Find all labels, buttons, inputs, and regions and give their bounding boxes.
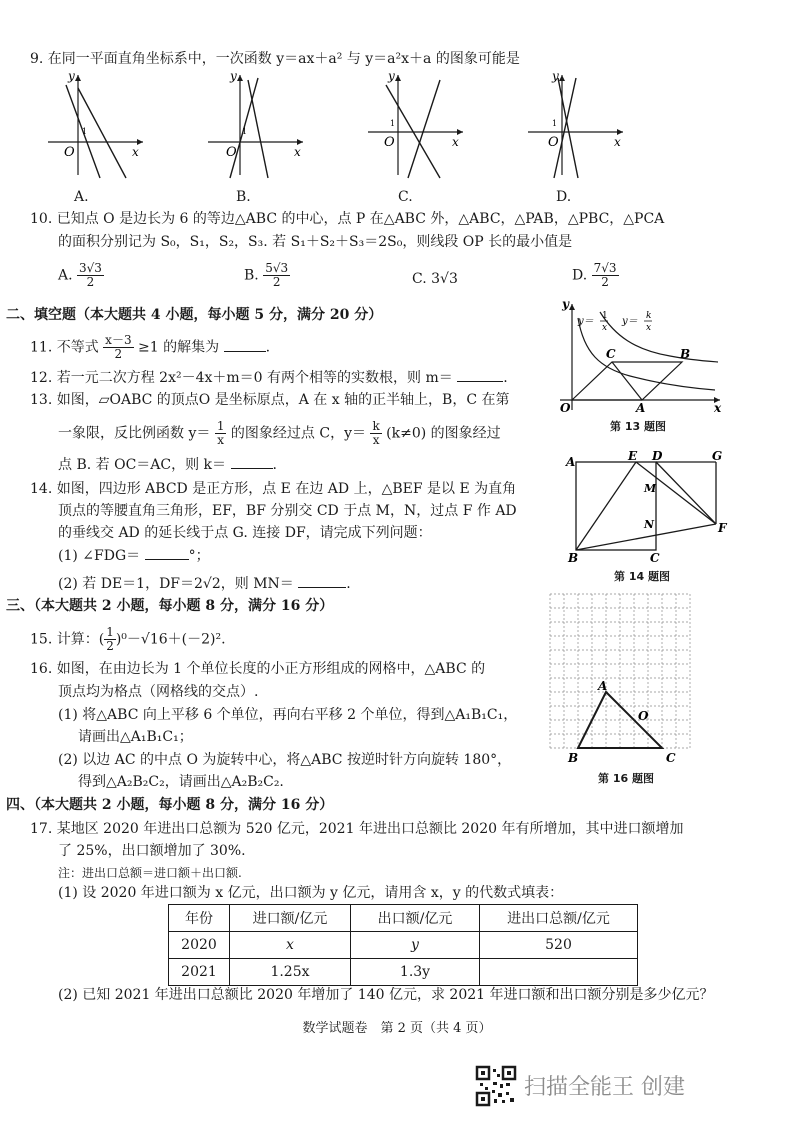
- q11-suffix: ≥1 的解集为: [138, 339, 220, 356]
- fig13-eq2-lhs: y＝: [622, 316, 638, 327]
- fig14-f: F: [718, 521, 727, 535]
- q13-l3end: .: [272, 457, 277, 473]
- q15-den: 2: [106, 639, 114, 653]
- q14-part1: [58, 547, 210, 565]
- q12-answer-blank[interactable]: [457, 381, 503, 382]
- fig16-a: A: [598, 679, 608, 693]
- q11-num: x－3: [105, 333, 132, 347]
- q16-line2: 顶点均为格点（网格线的交点）.: [58, 684, 259, 700]
- q11-prefix: 11. 不等式: [30, 339, 99, 356]
- q9-graph-a: [48, 70, 158, 180]
- q10-option-d: [572, 262, 619, 289]
- q10-a-num: 3√3: [79, 261, 102, 275]
- q14-p1a: (1) ∠FDG＝: [58, 548, 141, 564]
- q14-p1b: °；: [188, 548, 210, 564]
- fig14-n: N: [644, 518, 655, 531]
- fig14-caption: 第 14 题图: [614, 570, 670, 583]
- q10-a-frac: [77, 262, 104, 289]
- q13-line2: [58, 420, 501, 447]
- q13-f1-num: 1: [216, 419, 225, 433]
- q17-line2: 了 25%，出口额增加了 30%.: [58, 843, 246, 859]
- q10-a-den: 2: [86, 275, 95, 289]
- q9-b-tick: 1: [242, 127, 248, 136]
- fig13-b-label: B: [680, 347, 691, 361]
- q13-f2-num: k: [372, 419, 380, 433]
- q10-c-label: C.: [412, 271, 427, 287]
- q16-line4: 请画出△A₁B₁C₁；: [78, 729, 193, 745]
- section2-heading: 二、填空题（本大题共 4 小题，每小题 5 分，满分 20 分）: [6, 307, 383, 323]
- q10-option-c: [412, 270, 458, 288]
- q11-frac: [103, 334, 133, 361]
- fig14-e: E: [628, 449, 638, 463]
- q10-line1: 10. 已知点 O 是边长为 6 的等边△ABC 的中心，点 P 在△ABC 外，△ABC，△PAB，△PBC，△PCA: [30, 211, 665, 227]
- fig13-eq1-num: 1: [602, 311, 608, 321]
- q14-part1-blank[interactable]: [145, 559, 189, 560]
- q10-b-num: 5√3: [265, 261, 289, 275]
- q17-part2: (2) 已知 2021 年进出口总额比 2020 年增加了 140 亿元，求 2021 年进口额和出口额分别是多少亿元？: [58, 987, 714, 1003]
- q9-b-origin: O: [226, 145, 237, 160]
- q9-c-y-label: y: [388, 69, 395, 83]
- q9-d-y-label: y: [552, 69, 559, 83]
- table-cell: 2021: [169, 959, 230, 986]
- q11: [30, 334, 270, 361]
- table-cell[interactable]: y: [351, 932, 480, 959]
- q10-c-text: 3√3: [431, 271, 458, 287]
- q10-option-b: [244, 262, 290, 289]
- q13-frac1: [215, 420, 227, 447]
- q13-answer-blank[interactable]: [231, 468, 273, 469]
- table-header-cell: 出口额/亿元: [351, 905, 480, 932]
- table-cell[interactable]: 1.25x: [230, 959, 351, 986]
- q10-option-a: [58, 262, 104, 289]
- q14-part2: [58, 575, 351, 593]
- q9-stem: 9. 在同一平面直角坐标系中，一次函数 y＝ax＋a² 与 y＝a²x＋a 的图象可能是: [30, 51, 520, 67]
- fig14-a: A: [566, 455, 576, 469]
- table-cell-empty[interactable]: [480, 959, 638, 986]
- q11-den: 2: [114, 347, 123, 361]
- q11-end: .: [265, 339, 271, 356]
- fig14-b: B: [568, 551, 579, 565]
- q10-a-label: A.: [58, 267, 73, 284]
- q14-p2end: .: [346, 576, 351, 592]
- q16-line6: 得到△A₂B₂C₂，请画出△A₂B₂C₂.: [78, 774, 284, 790]
- q9-a-x-label: x: [132, 145, 139, 159]
- q13-l3a: 点 B. 若 OC＝AC，则 k＝: [58, 457, 227, 473]
- q9-d-origin: O: [548, 135, 559, 150]
- q13-l2a: 一象限，反比例函数 y＝: [58, 425, 211, 442]
- q13-line3: [58, 456, 277, 474]
- q9-d-tick: 1: [552, 119, 558, 128]
- fig16-caption: 第 16 题图: [598, 772, 654, 785]
- q9-b-x-label: x: [294, 145, 301, 159]
- q10-b-frac: [263, 262, 290, 289]
- table-cell[interactable]: 1.3y: [351, 959, 480, 986]
- q9-a-y-label: y: [68, 69, 75, 83]
- q9-a-origin: O: [64, 145, 75, 160]
- q15-frac: [104, 626, 116, 653]
- q14-line2: 顶点的等腰直角三角形，EF，BF 分别交 CD 于点 M，N，过点 F 作 AD: [58, 503, 517, 519]
- fig14-m: M: [644, 482, 657, 495]
- q10-d-den: 2: [601, 275, 609, 289]
- q15-num: 1: [106, 625, 114, 639]
- fig14-d: D: [652, 449, 663, 463]
- figure-13: [560, 298, 730, 413]
- q13-frac2: [370, 420, 381, 447]
- q9-graph-b: [208, 70, 318, 180]
- fig13-caption: 第 13 题图: [610, 420, 666, 433]
- section4-heading: 四、（本大题共 2 小题，每小题 8 分，满分 16 分）: [6, 797, 334, 813]
- q14-line1: 14. 如图，四边形 ABCD 是正方形，点 E 在边 AD 上，△BEF 是以 E 为直角: [30, 481, 517, 497]
- q15-suffix: )⁰－√16＋(－2)².: [115, 631, 226, 648]
- q14-part2-blank[interactable]: [298, 587, 346, 588]
- figure-14: [566, 449, 727, 565]
- table-cell: 2020: [169, 932, 230, 959]
- q9-option-b: B.: [236, 189, 251, 205]
- q13-l2b: 的图象经过点 C，y＝: [230, 425, 366, 442]
- fig13-a-label: A: [636, 401, 646, 415]
- page-footer: 数学试题卷 第 2 页（共 4 页）: [302, 1021, 492, 1036]
- q17-line1: 17. 某地区 2020 年进出口总额为 520 亿元，2021 年进出口总额比 2020 年有所增加，其中进口额增加: [30, 821, 684, 837]
- fig14-c: C: [650, 551, 660, 565]
- q13-line1: 13. 如图，▱OABC 的顶点O 是坐标原点，A 在 x 轴的正半轴上，B，C 在第: [30, 392, 510, 408]
- q9-option-c: C.: [398, 189, 413, 205]
- fig16-c: C: [666, 751, 676, 765]
- q16-line1: 16. 如图，在由边长为 1 个单位长度的小正方形组成的网格中，△ABC 的: [30, 661, 486, 677]
- q9-option-a: A.: [74, 189, 89, 205]
- q13-l2c: (k≠0) 的图象经过: [386, 425, 501, 442]
- q12-end: .: [503, 370, 508, 386]
- fig13-eq2-num: k: [646, 311, 652, 321]
- table-header-cell: 进口额/亿元: [230, 905, 351, 932]
- q9-c-x-label: x: [452, 135, 459, 149]
- q9-graph-d: [528, 70, 638, 180]
- section3-heading: 三、（本大题共 2 小题，每小题 8 分，满分 16 分）: [6, 598, 334, 614]
- q12-text: 12. 若一元二次方程 2x²－4x＋m＝0 有两个相等的实数根，则 m＝: [30, 370, 453, 386]
- fig13-eq1-lhs: y＝: [578, 316, 594, 327]
- q9-a-tick: 1: [82, 127, 88, 136]
- q10-b-label: B.: [244, 267, 259, 284]
- q9-graph-c: [368, 70, 478, 180]
- table-cell: 520: [480, 932, 638, 959]
- table-header-cell: 进出口总额/亿元: [480, 905, 638, 932]
- fig13-eq2-den: x: [646, 323, 652, 333]
- q13-f1-den: x: [217, 433, 225, 447]
- q9-c-origin: O: [384, 135, 395, 150]
- fig13-c-label: C: [606, 347, 616, 361]
- q16-line3: (1) 将△ABC 向上平移 6 个单位，再向右平移 2 个单位，得到△A₁B₁C₁，: [58, 707, 518, 723]
- table-header-row: [169, 905, 638, 932]
- q11-answer-blank[interactable]: [224, 351, 266, 352]
- fig13-eq1-den: x: [602, 323, 608, 333]
- q12: [30, 369, 508, 387]
- fig14-g: G: [712, 449, 723, 463]
- qr-code-icon: [476, 1066, 516, 1106]
- q10-d-num: 7√3: [593, 261, 617, 275]
- q10-d-frac: [592, 262, 619, 289]
- fig16-grid: [550, 594, 690, 748]
- q15: [30, 626, 226, 653]
- q16-line5: (2) 以边 AC 的中点 O 为旋转中心，将△ABC 按逆时针方向旋转 180°，: [58, 752, 512, 768]
- fig13-y-label: y: [562, 297, 569, 311]
- table-cell[interactable]: x: [230, 932, 351, 959]
- fig13-o-label: O: [560, 401, 571, 415]
- q9-b-y-label: y: [230, 69, 237, 83]
- q17-table: [168, 904, 638, 986]
- fig13-x-label: x: [714, 401, 722, 415]
- q15-prefix: 15. 计算：(: [30, 631, 105, 648]
- fig16-o: O: [638, 709, 649, 723]
- q9-option-d: D.: [556, 189, 572, 205]
- q13-f2-den: x: [372, 433, 380, 447]
- q9-c-tick: 1: [390, 119, 396, 128]
- q10-line2: 的面积分别记为 S₀，S₁，S₂，S₃. 若 S₁＋S₂＋S₃＝2S₀，则线段 OP 长的最小值是: [58, 234, 573, 250]
- q10-d-label: D.: [572, 267, 588, 284]
- q17-note: 注：进出口总额＝进口额＋出口额.: [58, 866, 242, 880]
- q10-b-den: 2: [272, 275, 281, 289]
- fig16-b: B: [568, 751, 579, 765]
- scanner-watermark: 扫描全能王 创建: [524, 1075, 685, 1100]
- q17-part1: (1) 设 2020 年进口额为 x 亿元，出口额为 y 亿元，请用含 x，y 的代数式填表：: [58, 885, 564, 901]
- figure-16[interactable]: [550, 594, 690, 765]
- table-row: [169, 932, 638, 959]
- q14-line3: 的垂线交 AD 的延长线于点 G. 连接 DF，请完成下列问题：: [58, 525, 432, 541]
- table-header-cell: 年份: [169, 905, 230, 932]
- q9-d-x-label: x: [614, 135, 621, 149]
- table-row: [169, 959, 638, 986]
- q14-p2a: (2) 若 DE＝1，DF＝2√2，则 MN＝: [58, 576, 294, 592]
